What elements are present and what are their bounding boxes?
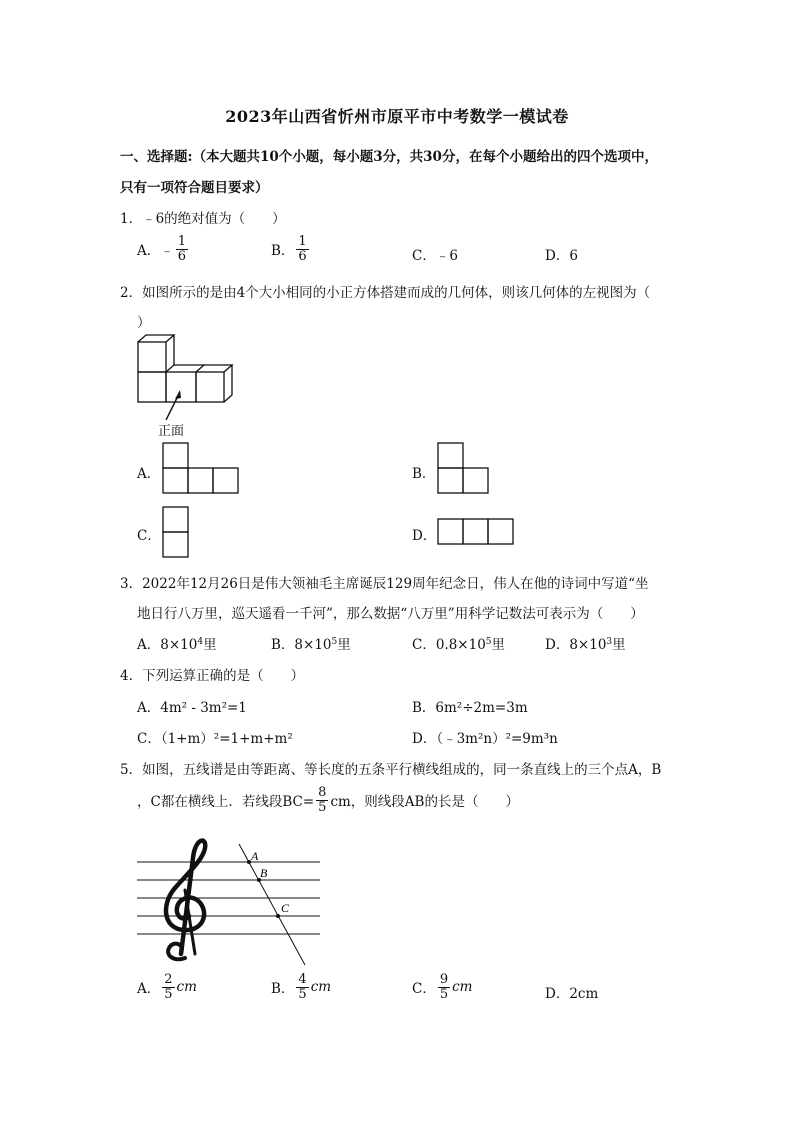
front-label: 正面 xyxy=(158,424,185,439)
section-heading: 一、选择题:（本大题共10个小题，每小题3分，共30分，在每个小题给出的四个选项中， xyxy=(120,149,658,165)
q4-option-a[interactable]: A．4m² - 3m²=1 xyxy=(137,700,247,716)
q3-option-c[interactable]: C．$0.8\times 10^5$里 xyxy=(412,637,506,653)
q4-option-c[interactable]: C．（1+m）²=1+m+m² xyxy=(137,731,293,747)
question-2-stem-cont: ） xyxy=(137,315,151,331)
arrow-head xyxy=(175,390,181,399)
question-3-stem-cont: 地日行八万里，巡天遥看一千河”，那么数据“八万里”用科学记数法可表示为（ ） xyxy=(137,606,644,622)
q4-option-d[interactable]: D．（﹣3m²n）²=9m³n xyxy=(412,731,558,747)
q5-option-b[interactable]: B． $\frac{4}{5}$ cm xyxy=(271,972,332,1002)
question-5-stem: 5．如图，五线谱是由等距离、等长度的五条平行横线组成的，同一条直线上的三个点A，B xyxy=(120,762,662,778)
cube-face xyxy=(138,342,166,372)
question-3-stem: 3．2022年12月26日是伟大领袖毛主席诞辰129周年纪念日，伟人在他的诗词中写道“坐 xyxy=(120,576,649,592)
point-a-label: A xyxy=(251,849,259,863)
q2-option-d-figure[interactable] xyxy=(438,519,518,547)
section-heading-cont: 只有一项符合题目要求） xyxy=(120,180,269,196)
cube-face xyxy=(138,372,166,402)
cube-solid-figure xyxy=(130,330,250,420)
q2-option-b-label[interactable]: B． xyxy=(412,466,436,482)
q2-option-a-figure[interactable] xyxy=(163,443,243,495)
fraction: $\frac{2}{5}$ xyxy=(164,972,173,1002)
q5-option-d[interactable]: D．2cm xyxy=(545,986,599,1002)
q2-option-c-figure[interactable] xyxy=(163,507,193,559)
cube-face xyxy=(166,372,196,402)
q1-option-b[interactable]: B． $\frac{1}{6}$ xyxy=(271,234,307,264)
point-c-label: C xyxy=(281,901,290,915)
treble-clef-icon xyxy=(166,841,205,960)
fraction: $\frac{1}{6}$ xyxy=(298,234,307,264)
cube-top xyxy=(204,365,232,372)
fraction: $\frac{4}{5}$ xyxy=(298,972,307,1002)
question-4-stem: 4．下列运算正确的是（ ） xyxy=(120,668,305,684)
q1-option-a[interactable]: A． ﹣ $\frac{1}{6}$ xyxy=(137,234,187,264)
fraction: $\frac{9}{5}$ xyxy=(439,972,449,1002)
q2-option-b-figure[interactable] xyxy=(438,443,493,495)
q2-option-d-label[interactable]: D． xyxy=(412,528,437,544)
question-2-stem: 2．如图所示的是由4个大小相同的小正方体搭建而成的几何体，则该几何体的左视图为（ xyxy=(120,285,651,301)
question-5-stem-cont: ，C都在横线上．若线段BC= $\frac{8}{5}$ cm，则线段AB的长是（ ） xyxy=(137,785,519,815)
q1-option-c[interactable]: C．﹣6 xyxy=(412,248,458,264)
question-1-stem: 1．﹣6的绝对值为（ ） xyxy=(120,211,286,227)
point-c xyxy=(276,914,280,918)
q5-option-c[interactable]: C． $\frac{9}{5}$ cm xyxy=(412,972,473,1002)
fraction: $\frac{1}{6}$ xyxy=(177,234,187,264)
q3-option-a[interactable]: A．$8\times 10^4$里 xyxy=(137,637,217,653)
page-title: 2023年山西省忻州市原平市中考数学一模试卷 xyxy=(225,107,569,126)
q3-option-d[interactable]: D．$8\times 10^3$里 xyxy=(545,637,626,653)
cube-top xyxy=(174,365,204,372)
q5-option-a[interactable]: A． $\frac{2}{5}$ cm xyxy=(137,972,197,1002)
cube-top xyxy=(138,335,174,342)
q2-option-c-label[interactable]: C． xyxy=(137,528,161,544)
q3-option-b[interactable]: B．$8\times 10^5$里 xyxy=(271,637,351,653)
q1-option-d[interactable]: D．6 xyxy=(545,248,578,264)
q2-option-a-label[interactable]: A． xyxy=(137,466,161,482)
cube-face xyxy=(196,372,224,402)
fraction: $\frac{8}{5}$ xyxy=(318,785,327,815)
point-b-label: B xyxy=(260,866,268,880)
music-staff-figure xyxy=(135,830,335,970)
q4-option-b[interactable]: B．6m²÷2m=3m xyxy=(412,700,528,716)
